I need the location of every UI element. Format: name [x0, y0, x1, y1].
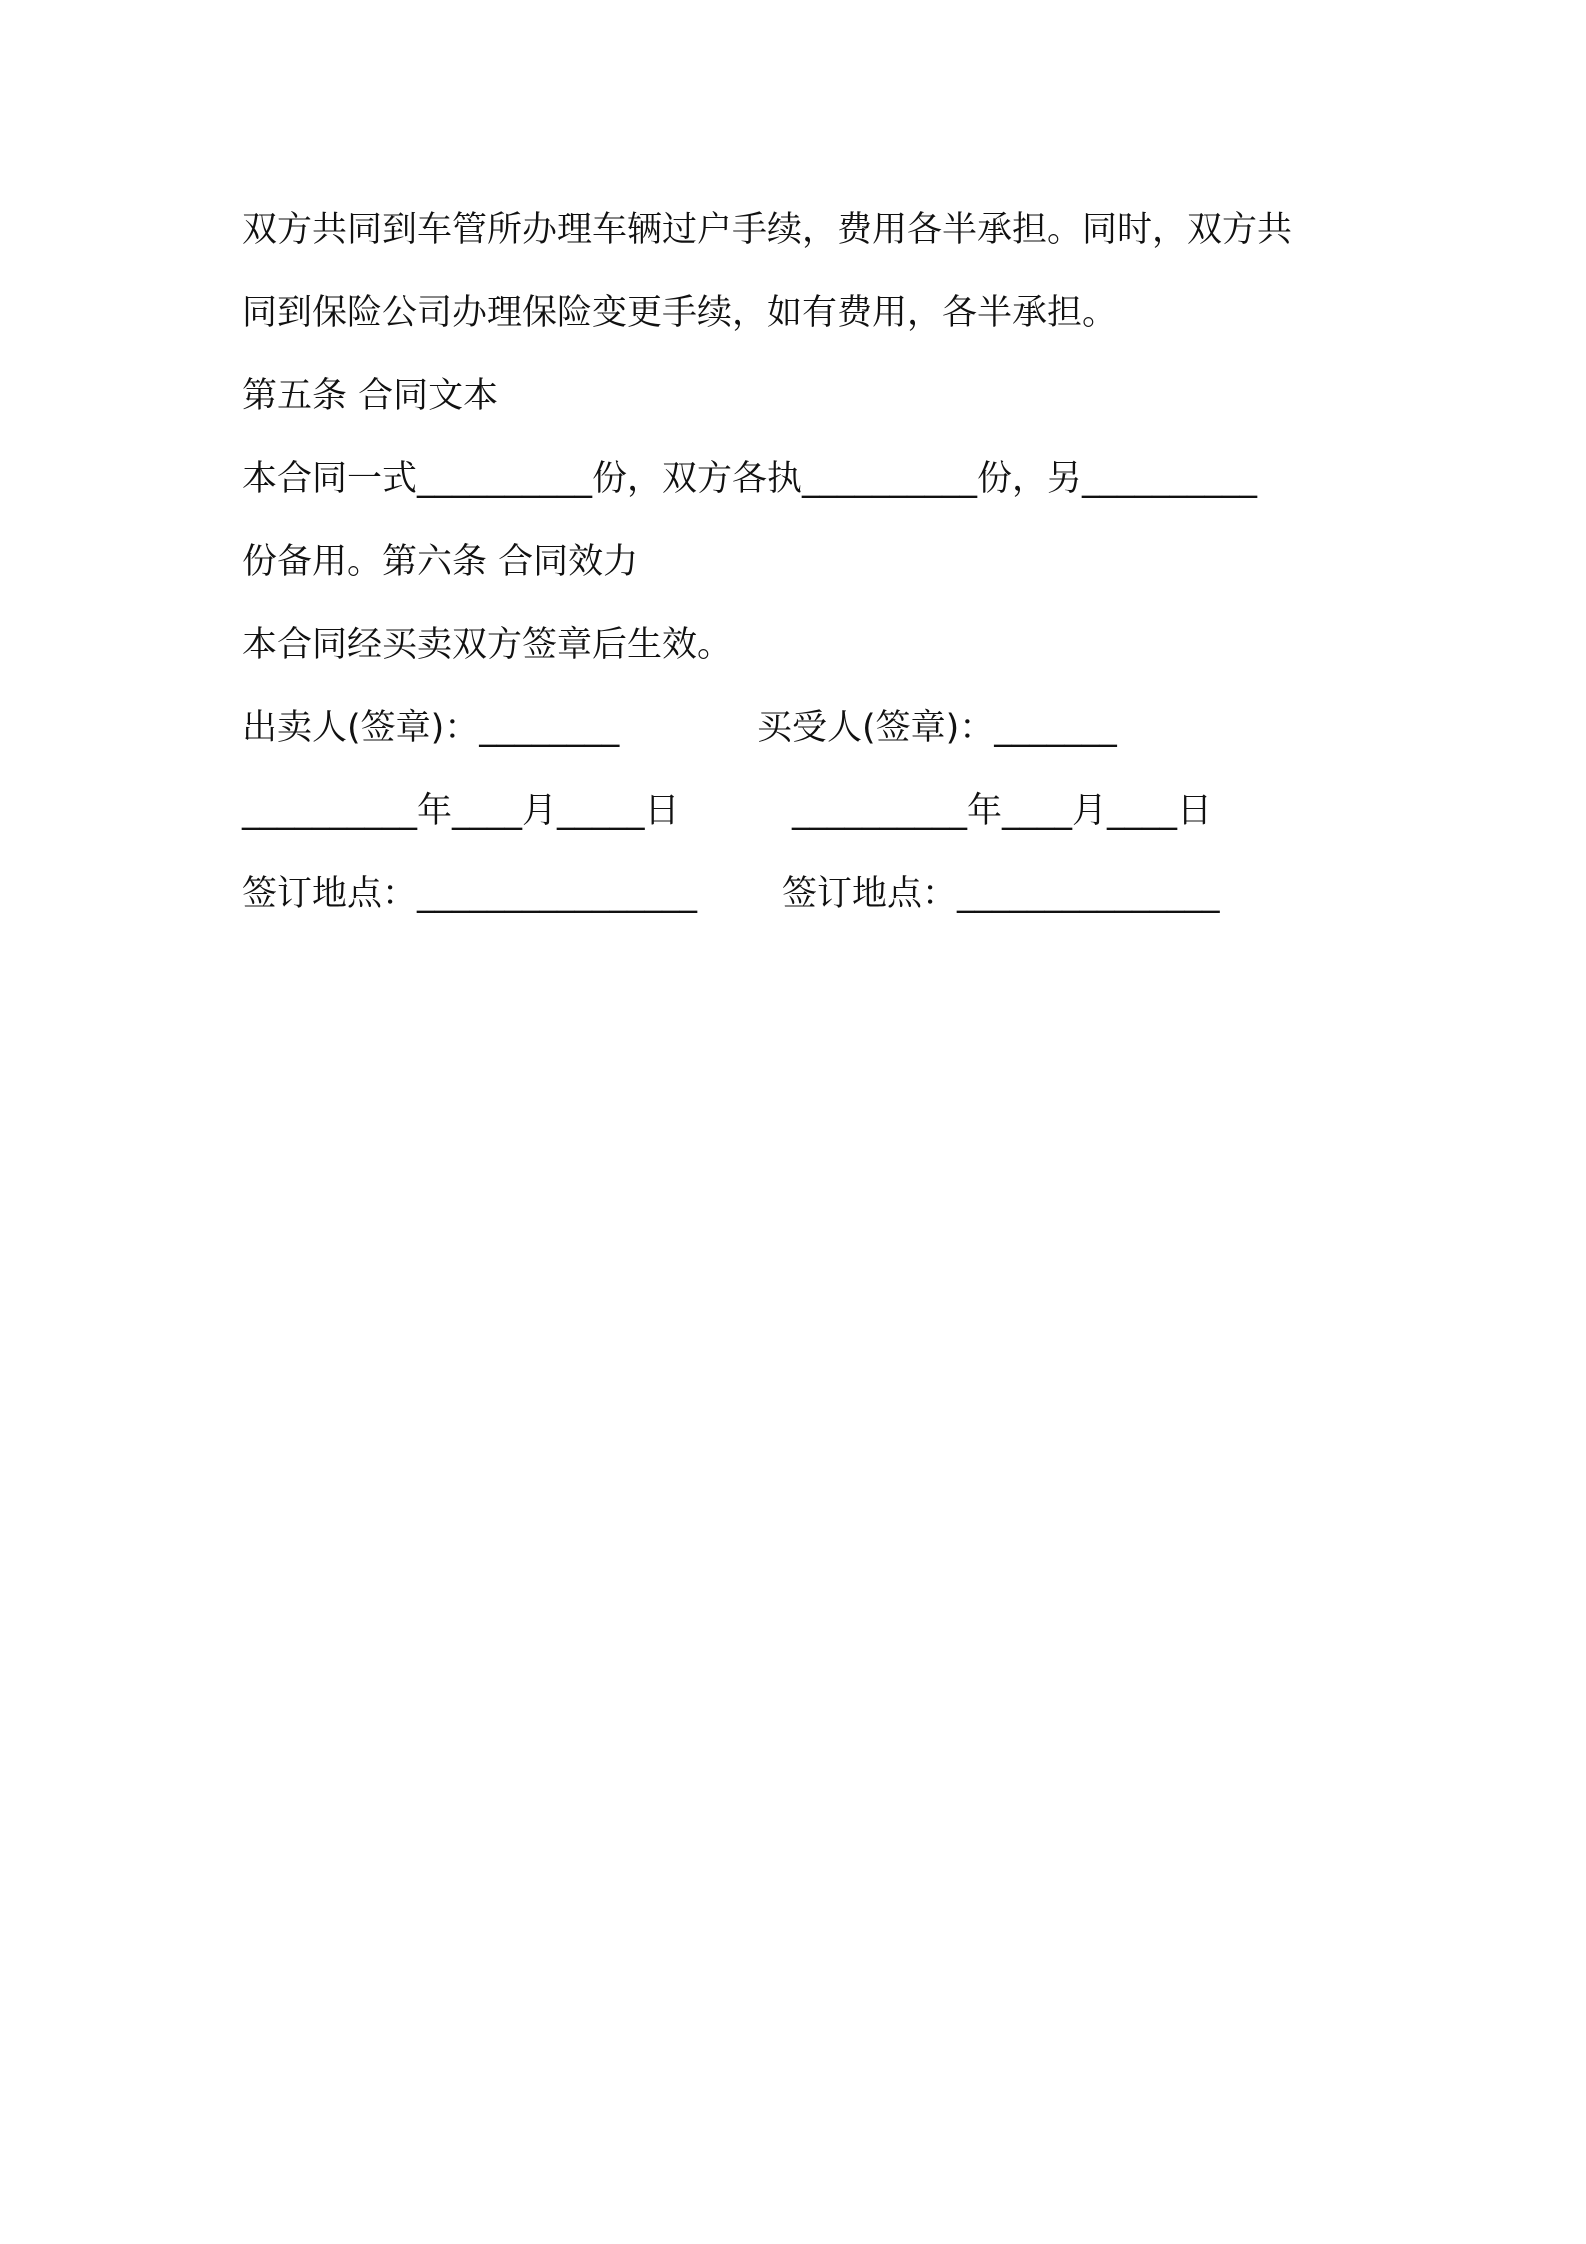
document-body — [242, 200, 1362, 947]
paragraph-line: 份备用。第六条 合同效力 — [242, 542, 639, 582]
buyer-signature-field: 买受人(签章)：_______ — [757, 708, 1117, 748]
paragraph-line: 双方共同到车管所办理车辆过户手续，费用各半承担。同时，双方共 — [242, 210, 1293, 250]
seller-place-field: 签订地点：________________ — [242, 874, 698, 914]
seller-date-field: __________年____月_____日 — [242, 791, 680, 831]
section-heading-article-5: 第五条 合同文本 — [242, 376, 499, 416]
paragraph-line: 本合同经买卖双方签章后生效。 — [242, 625, 733, 665]
signature-row — [242, 698, 1362, 781]
paragraph-line: 本合同一式__________份，双方各执__________份，另__________ — [242, 459, 1258, 499]
buyer-date-field: __________年____月____日 — [792, 791, 1213, 831]
date-row — [242, 781, 1362, 864]
seller-signature-field: 出卖人(签章)：________ — [242, 708, 620, 748]
place-row — [242, 864, 1362, 947]
buyer-place-field: 签订地点：_______________ — [782, 874, 1220, 914]
paragraph-line: 同到保险公司办理保险变更手续，如有费用，各半承担。 — [242, 293, 1118, 333]
